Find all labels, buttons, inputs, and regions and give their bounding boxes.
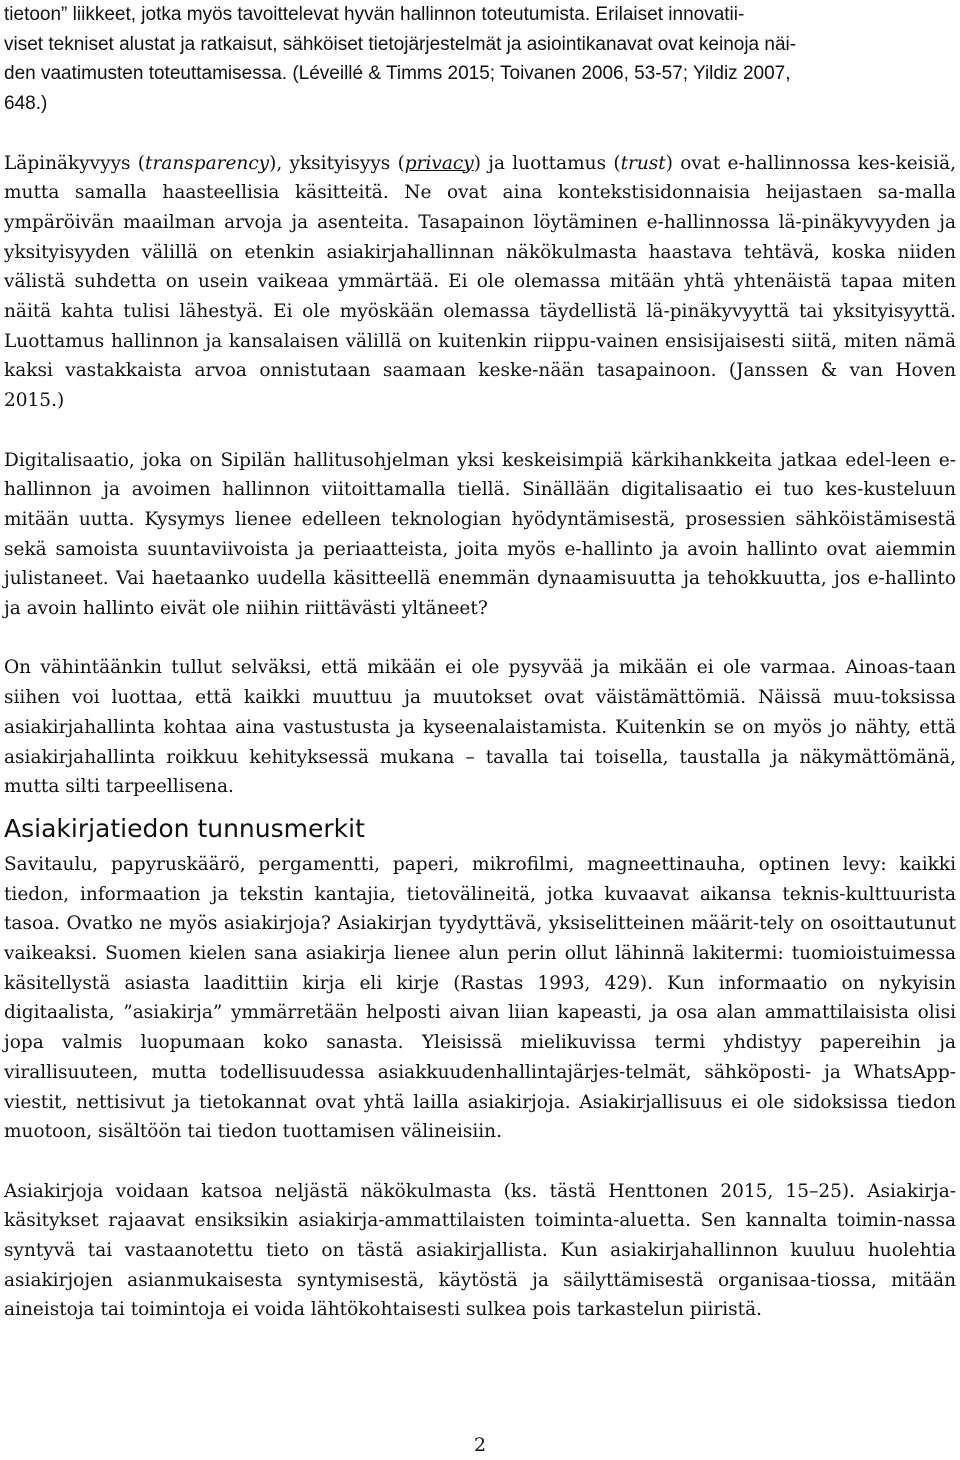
text-run: ) ja luottamus ( <box>473 152 621 174</box>
paragraph-intro-line-2: viset tekniset alustat ja ratkaisut, sähköiset tietojärjestelmät ja asiointikanavat ovat keinoja näi- <box>4 33 797 55</box>
document-page <box>4 0 956 1460</box>
term-privacy: privacy <box>404 152 474 174</box>
section-heading: Asiakirjatiedon tunnusmerkit <box>4 813 365 843</box>
paragraph-digitalisation: Digitalisaatio, joka on Sipilän hallitusohjelman yksi keskeisimpiä kärkihankkeita jatkaa edel-leen e-hallinnon ja avoimen hallinnon viitoittamalla tiellä. Sinällään digitalisaatio ei tuo kes-kusteluun mitään uutta. Kysymys lienee edelleen teknologian hyödyntämisestä, prosessien sähköistämisestä sekä samoista suuntaviivoista ja periaatteista, joita myös e-hallinto ja avoin hallinto ovat aiemmin julistaneet. Vai haetaanko uudella käsitteellä enemmän dynaamisuutta ja tehokkuutta, jos e-hallinto ja avoin hallinto eivät ole niihin riittävästi yltäneet? <box>4 449 956 620</box>
paragraph-intro-line-1: tietoon” liikkeet, jotka myös tavoittelevat hyvän hallinnon toteutumista. Erilaiset innovatii- <box>4 4 745 25</box>
paragraph-record-media: Savitaulu, papyruskäärö, pergamentti, paperi, mikrofilmi, magneettinauha, optinen levy: kaikki tiedon, informaation ja tekstin kantajia, tietovälineitä, jotka kuvaavat aikansa teknis-kulttuurista tasoa. Ovatko ne myös asiakirjoja? Asiakirjan tyydyttävä, yksiselitteinen määrit-tely on osoittautunut vaikeaksi. Suomen kielen sana asiakirja lienee alun perin ollut lähinnä lakitermi: tuomioistuimessa käsitellystä asiasta laadittiin kirja eli kirje (Rastas 1993, 429). Kun informaatio on nykyisin digitaalista, ”asiakirja” ymmärretään helposti aivan liian kapeasti, ja osa alan ammattilaisista olisi jopa valmis luopumaan koko sanasta. Yleisissä mielikuvissa termi yhdistyy papereihin ja virallisuuteen, mutta todellisuudessa asiakkuudenhallintajärjes-telmät, sähköposti- ja WhatsApp-viestit, nettisivut ja tietokannat ovat yhtä lailla asiakirjoja. Asiakirjallisuus ei ole sidoksissa tiedon muotoon, sisältöön tai tiedon tuottamisen välineisiin. <box>4 853 956 1143</box>
term-trust: trust <box>620 152 666 174</box>
paragraph-change: On vähintäänkin tullut selväksi, että mikään ei ole pysyvää ja mikään ei ole varmaa. Ainoas-taan siihen voi luottaa, että kaikki muuttuu ja muutokset ovat väistämättömiä. Näissä muu-toksissa asiakirjahallinta kohtaa aina vastustusta ja kyseenalaistamista. Kuitenkin se on myös jo nähty, että asiakirjahallinta roikkuu kehityksessä mukana – tavalla tai toisella, taustalla ja näkymättömänä, mutta silti tarpeellisena. <box>4 657 956 798</box>
text-run: Läpinäkyvyys ( <box>4 152 146 174</box>
term-transparency: transparency <box>145 152 270 174</box>
paragraph-intro-line-4: 648.) <box>4 93 48 115</box>
text-run: ), yksityisyys ( <box>269 152 405 174</box>
page-number: 2 <box>473 1434 487 1456</box>
paragraph-transparency <box>4 149 956 416</box>
paragraph-perspectives: Asiakirjoja voidaan katsoa neljästä näkökulmasta (ks. tästä Henttonen 2015, 15–25). Asiakirja-käsitykset rajaavat ensiksikin asiakirja-ammattilaisten toiminta-aluetta. Sen kannalta toimin-nassa syntyvä tai vastaanotettu tieto on tästä asiakirjallista. Kun asiakirjahallinnon kuuluu huolehtia asiakirjojen asianmukaisesta syntymisestä, käytöstä ja säilyttämisestä organisaa-tiossa, mitään aineistoja tai toimintoja ei voida lähtökohtaisesti sulkea pois tarkastelun piiristä. <box>4 1180 956 1321</box>
paragraph-intro-line-3: den vaatimusten toteuttamisessa. (Léveillé & Timms 2015; Toivanen 2006, 53-57; Yildiz 2007, <box>4 63 791 85</box>
paragraph-intro <box>4 0 956 119</box>
text-run: ) ovat e-hallinnossa kes-keisiä, mutta samalla haasteellisia käsitteitä. Ne ovat aina kontekstisidonnaisia heijastaen sa-malla ympäröivän maailman arvoja ja asenteita. Tasapainon löytäminen e-hallinnossa lä-pinäkyvyyden ja yksityisyyden välillä on etenkin asiakirjahallinnan näkökulmasta haastava tehtävä, koska niiden välistä suhdetta on usein vaikeaa ymmärtää. Ei ole olemassa mitään yhtä yhtenäistä tapaa miten näitä kahta tulisi lähestyä. Ei ole myöskään olemassa täydellistä lä-pinäkyvyyttä tai yksityisyyttä. Luottamus hallinnon ja kansalaisen välillä on kuitenkin riippu-vainen ensisijaisesti siitä, miten nämä kaksi vastakkaista arvoa onnistutaan saamaan keske-nään tasapainoon. (Janssen & van Hoven 2015.) <box>4 152 956 412</box>
